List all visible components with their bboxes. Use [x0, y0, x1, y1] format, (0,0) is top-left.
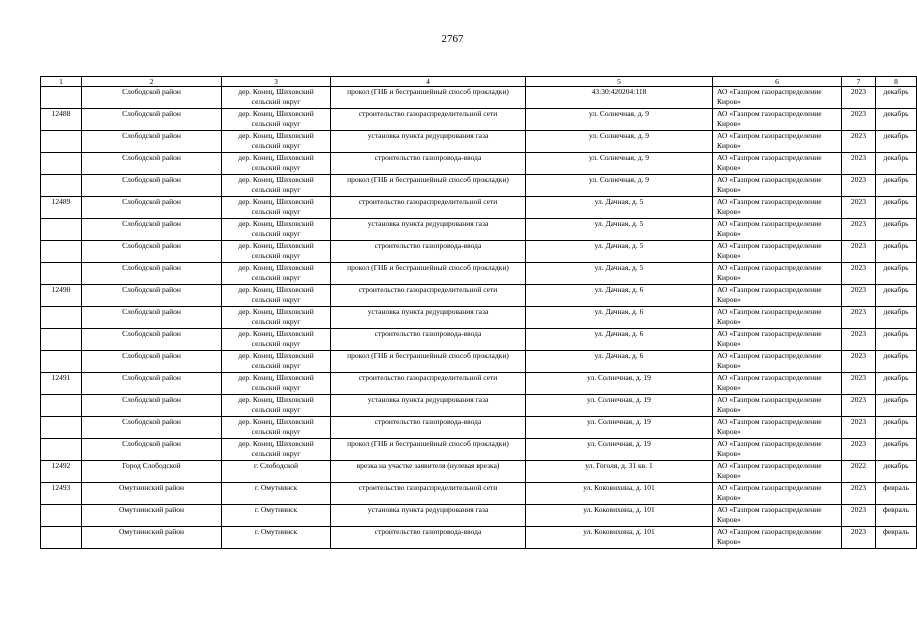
locality-line: дер. Конец, Шиховский: [238, 241, 314, 250]
cell-address: ул. Гоголя, д. 31 кв. 1: [526, 461, 713, 483]
locality-line: сельский округ: [251, 295, 301, 304]
cell-address: ул. Солнечная, д. 19: [526, 439, 713, 461]
cell-number: [41, 527, 82, 549]
locality-line: сельский округ: [251, 119, 301, 128]
cell-number: [41, 505, 82, 527]
cell-organization: АО «Газпром газораспределение Киров»: [713, 131, 842, 153]
locality-line: г. Слободской: [254, 461, 298, 470]
cell-locality: [222, 505, 331, 527]
locality-line: г. Омутнинск: [254, 505, 298, 514]
locality-line: дер. Конец, Шиховский: [238, 263, 314, 272]
locality-line: дер. Конец, Шиховский: [238, 439, 314, 448]
cell-locality: [222, 153, 331, 175]
cell-organization: АО «Газпром газораспределение Киров»: [713, 219, 842, 241]
cell-address: ул. Солнечная, д. 9: [526, 175, 713, 197]
cell-district: Слободской район: [82, 417, 222, 439]
column-header: 7: [842, 77, 876, 87]
cell-address: ул. Солнечная, д. 9: [526, 109, 713, 131]
cell-number: 12489: [41, 197, 82, 219]
cell-district: Слободской район: [82, 263, 222, 285]
locality-line: дер. Конец, Шиховский: [238, 395, 314, 404]
cell-year: 2023: [842, 109, 876, 131]
cell-month: февраль: [876, 505, 917, 527]
locality-line: сельский округ: [251, 383, 301, 392]
cell-year: 2023: [842, 197, 876, 219]
cell-address: ул. Дачная, д. 6: [526, 285, 713, 307]
cell-year: 2023: [842, 263, 876, 285]
table-row: [41, 241, 917, 263]
locality-line: г. Омутнинск: [254, 483, 298, 492]
locality-line: дер. Конец, Шиховский: [238, 285, 314, 294]
locality-line: сельский округ: [251, 251, 301, 260]
cell-district: Слободской район: [82, 241, 222, 263]
locality-line: г. Омутнинск: [254, 527, 298, 536]
cell-work-type: строительство газопровода-ввода: [331, 329, 526, 351]
locality-line: сельский округ: [251, 317, 301, 326]
cell-work-type: строительство газопровода-ввода: [331, 527, 526, 549]
cell-locality: [222, 351, 331, 373]
locality-line: сельский округ: [251, 97, 301, 106]
cell-locality: [222, 373, 331, 395]
cell-month: декабрь: [876, 329, 917, 351]
cell-year: 2023: [842, 439, 876, 461]
cell-district: Слободской район: [82, 219, 222, 241]
cell-work-type: установка пункта редуцирования газа: [331, 395, 526, 417]
cell-locality: [222, 439, 331, 461]
cell-month: декабрь: [876, 417, 917, 439]
cell-month: декабрь: [876, 109, 917, 131]
cell-number: [41, 329, 82, 351]
cell-work-type: установка пункта редуцирования газа: [331, 505, 526, 527]
cell-organization: АО «Газпром газораспределение Киров»: [713, 483, 842, 505]
cell-district: Слободской район: [82, 87, 222, 109]
cell-month: декабрь: [876, 175, 917, 197]
cell-organization: АО «Газпром газораспределение Киров»: [713, 329, 842, 351]
cell-month: декабрь: [876, 219, 917, 241]
cell-number: 12491: [41, 373, 82, 395]
cell-year: 2023: [842, 373, 876, 395]
cell-year: 2023: [842, 483, 876, 505]
cell-organization: АО «Газпром газораспределение Киров»: [713, 417, 842, 439]
cell-organization: АО «Газпром газораспределение Киров»: [713, 285, 842, 307]
cell-address: ул. Дачная, д. 6: [526, 351, 713, 373]
cell-locality: [222, 527, 331, 549]
data-table: [40, 76, 917, 549]
table-row: [41, 131, 917, 153]
cell-district: Омутнинский район: [82, 505, 222, 527]
cell-month: декабрь: [876, 241, 917, 263]
cell-work-type: строительство газораспределительной сети: [331, 109, 526, 131]
table-row: [41, 461, 917, 483]
locality-line: сельский округ: [251, 163, 301, 172]
cell-district: Слободской район: [82, 373, 222, 395]
cell-year: 2023: [842, 307, 876, 329]
cell-locality: [222, 461, 331, 483]
cell-organization: АО «Газпром газораспределение Киров»: [713, 527, 842, 549]
cell-year: 2023: [842, 219, 876, 241]
table-row: [41, 87, 917, 109]
table-row: [41, 417, 917, 439]
cell-year: 2023: [842, 87, 876, 109]
cell-locality: [222, 131, 331, 153]
locality-line: дер. Конец, Шиховский: [238, 87, 314, 96]
cell-month: декабрь: [876, 197, 917, 219]
cell-work-type: строительство газораспределительной сети: [331, 285, 526, 307]
column-header: 2: [82, 77, 222, 87]
locality-line: дер. Конец, Шиховский: [238, 351, 314, 360]
column-header: 4: [331, 77, 526, 87]
cell-month: декабрь: [876, 307, 917, 329]
locality-line: сельский округ: [251, 141, 301, 150]
cell-address: ул. Дачная, д. 6: [526, 307, 713, 329]
cell-locality: [222, 175, 331, 197]
table-row: [41, 263, 917, 285]
cell-locality: [222, 329, 331, 351]
column-header: 3: [222, 77, 331, 87]
cell-month: декабрь: [876, 395, 917, 417]
cell-number: [41, 153, 82, 175]
locality-line: сельский округ: [251, 185, 301, 194]
table-row: [41, 483, 917, 505]
cell-address: ул. Солнечная, д. 9: [526, 131, 713, 153]
cell-district: Слободской район: [82, 197, 222, 219]
cell-district: Слободской район: [82, 395, 222, 417]
column-number-row: [41, 77, 917, 87]
cell-organization: АО «Газпром газораспределение Киров»: [713, 505, 842, 527]
table-row: [41, 153, 917, 175]
cell-organization: АО «Газпром газораспределение Киров»: [713, 109, 842, 131]
cell-number: [41, 241, 82, 263]
locality-line: дер. Конец, Шиховский: [238, 373, 314, 382]
locality-line: дер. Конец, Шиховский: [238, 417, 314, 426]
cell-locality: [222, 197, 331, 219]
table-row: [41, 395, 917, 417]
column-header: 5: [526, 77, 713, 87]
cell-year: 2023: [842, 351, 876, 373]
cell-work-type: строительство газораспределительной сети: [331, 373, 526, 395]
table-row: [41, 219, 917, 241]
table-row: [41, 351, 917, 373]
cell-locality: [222, 285, 331, 307]
cell-month: декабрь: [876, 373, 917, 395]
cell-year: 2022: [842, 461, 876, 483]
locality-line: дер. Конец, Шиховский: [238, 219, 314, 228]
locality-line: сельский округ: [251, 361, 301, 370]
cell-work-type: строительство газораспределительной сети: [331, 197, 526, 219]
table-row: [41, 285, 917, 307]
locality-line: сельский округ: [251, 339, 301, 348]
cell-address: ул. Солнечная, д. 19: [526, 395, 713, 417]
column-header: 8: [876, 77, 917, 87]
cell-number: [41, 395, 82, 417]
cell-address: ул. Солнечная, д. 19: [526, 417, 713, 439]
cell-work-type: строительство газопровода-ввода: [331, 241, 526, 263]
page-number: 2767: [441, 33, 464, 45]
cell-year: 2023: [842, 153, 876, 175]
cell-number: [41, 263, 82, 285]
locality-line: сельский округ: [251, 405, 301, 414]
locality-line: дер. Конец, Шиховский: [238, 109, 314, 118]
table-row: [41, 329, 917, 351]
cell-district: Слободской район: [82, 307, 222, 329]
locality-line: дер. Конец, Шиховский: [238, 329, 314, 338]
cell-district: Омутнинский район: [82, 483, 222, 505]
cell-month: декабрь: [876, 351, 917, 373]
cell-work-type: врезка на участке заявителя (нулевая врезка): [331, 461, 526, 483]
cell-locality: [222, 219, 331, 241]
cell-address: ул. Дачная, д. 5: [526, 197, 713, 219]
cell-district: Слободской район: [82, 131, 222, 153]
cell-month: декабрь: [876, 131, 917, 153]
locality-line: дер. Конец, Шиховский: [238, 153, 314, 162]
locality-line: сельский округ: [251, 427, 301, 436]
cell-number: [41, 219, 82, 241]
cell-work-type: прокол (ГНБ и бестраншейный способ прокладки): [331, 263, 526, 285]
cell-district: Слободской район: [82, 109, 222, 131]
cell-organization: АО «Газпром газораспределение Киров»: [713, 197, 842, 219]
table-row: [41, 373, 917, 395]
cell-month: декабрь: [876, 263, 917, 285]
cell-number: 12490: [41, 285, 82, 307]
cell-work-type: установка пункта редуцирования газа: [331, 131, 526, 153]
cell-locality: [222, 483, 331, 505]
table-row: [41, 439, 917, 461]
cell-work-type: установка пункта редуцирования газа: [331, 307, 526, 329]
cell-organization: АО «Газпром газораспределение Киров»: [713, 175, 842, 197]
cell-work-type: установка пункта редуцирования газа: [331, 219, 526, 241]
cell-district: Слободской район: [82, 351, 222, 373]
cell-organization: АО «Газпром газораспределение Киров»: [713, 263, 842, 285]
cell-number: [41, 307, 82, 329]
cell-locality: [222, 307, 331, 329]
cell-month: декабрь: [876, 461, 917, 483]
cell-number: 12488: [41, 109, 82, 131]
cell-address: ул. Солнечная, д. 9: [526, 153, 713, 175]
cell-number: [41, 131, 82, 153]
locality-line: дер. Конец, Шиховский: [238, 197, 314, 206]
cell-number: [41, 439, 82, 461]
cell-address: ул. Коковихина, д. 101: [526, 483, 713, 505]
cell-work-type: прокол (ГНБ и бестраншейный способ прокладки): [331, 439, 526, 461]
cell-locality: [222, 263, 331, 285]
locality-line: дер. Конец, Шиховский: [238, 307, 314, 316]
table-row: [41, 307, 917, 329]
cell-locality: [222, 395, 331, 417]
cell-district: Город Слободской: [82, 461, 222, 483]
cell-year: 2023: [842, 175, 876, 197]
cell-address: ул. Дачная, д. 5: [526, 241, 713, 263]
cell-locality: [222, 241, 331, 263]
cell-month: декабрь: [876, 439, 917, 461]
table-row: [41, 197, 917, 219]
cell-organization: АО «Газпром газораспределение Киров»: [713, 395, 842, 417]
locality-line: дер. Конец, Шиховский: [238, 131, 314, 140]
cell-organization: АО «Газпром газораспределение Киров»: [713, 153, 842, 175]
table-row: [41, 109, 917, 131]
cell-organization: АО «Газпром газораспределение Киров»: [713, 87, 842, 109]
cell-year: 2023: [842, 505, 876, 527]
cell-work-type: прокол (ГНБ и бестраншейный способ прокладки): [331, 87, 526, 109]
cell-district: Слободской район: [82, 439, 222, 461]
cell-year: 2023: [842, 395, 876, 417]
cell-year: 2023: [842, 329, 876, 351]
cell-organization: АО «Газпром газораспределение Киров»: [713, 241, 842, 263]
cell-month: февраль: [876, 483, 917, 505]
cell-organization: АО «Газпром газораспределение Киров»: [713, 461, 842, 483]
cell-district: Слободской район: [82, 153, 222, 175]
cell-month: февраль: [876, 527, 917, 549]
cell-locality: [222, 109, 331, 131]
cell-number: 12492: [41, 461, 82, 483]
column-header: 6: [713, 77, 842, 87]
cell-month: декабрь: [876, 285, 917, 307]
cell-year: 2023: [842, 417, 876, 439]
cell-number: [41, 351, 82, 373]
cell-year: 2023: [842, 241, 876, 263]
locality-line: сельский округ: [251, 273, 301, 282]
cell-organization: АО «Газпром газораспределение Киров»: [713, 373, 842, 395]
cell-address: 43:30:420204:118: [526, 87, 713, 109]
cell-address: ул. Коковихина, д. 101: [526, 505, 713, 527]
table-row: [41, 505, 917, 527]
cell-year: 2023: [842, 527, 876, 549]
column-header: 1: [41, 77, 82, 87]
table-row: [41, 527, 917, 549]
cell-number: [41, 417, 82, 439]
cell-organization: АО «Газпром газораспределение Киров»: [713, 351, 842, 373]
cell-year: 2023: [842, 131, 876, 153]
cell-work-type: строительство газопровода-ввода: [331, 417, 526, 439]
table-row: [41, 175, 917, 197]
cell-number: [41, 87, 82, 109]
cell-month: декабрь: [876, 153, 917, 175]
cell-locality: [222, 87, 331, 109]
cell-address: ул. Дачная, д. 6: [526, 329, 713, 351]
cell-number: 12493: [41, 483, 82, 505]
locality-line: сельский округ: [251, 229, 301, 238]
cell-district: Омутнинский район: [82, 527, 222, 549]
cell-year: 2023: [842, 285, 876, 307]
cell-locality: [222, 417, 331, 439]
cell-district: Слободской район: [82, 175, 222, 197]
cell-organization: АО «Газпром газораспределение Киров»: [713, 439, 842, 461]
locality-line: сельский округ: [251, 449, 301, 458]
cell-month: декабрь: [876, 87, 917, 109]
cell-work-type: прокол (ГНБ и бестраншейный способ прокладки): [331, 175, 526, 197]
locality-line: дер. Конец, Шиховский: [238, 175, 314, 184]
cell-number: [41, 175, 82, 197]
cell-work-type: строительство газопровода-ввода: [331, 153, 526, 175]
locality-line: сельский округ: [251, 207, 301, 216]
cell-address: ул. Солнечная, д. 19: [526, 373, 713, 395]
cell-address: ул. Коковихина, д. 101: [526, 527, 713, 549]
cell-address: ул. Дачная, д. 5: [526, 263, 713, 285]
cell-work-type: строительство газораспределительной сети: [331, 483, 526, 505]
cell-district: Слободской район: [82, 329, 222, 351]
cell-address: ул. Дачная, д. 5: [526, 219, 713, 241]
cell-organization: АО «Газпром газораспределение Киров»: [713, 307, 842, 329]
cell-district: Слободской район: [82, 285, 222, 307]
cell-work-type: прокол (ГНБ и бестраншейный способ прокладки): [331, 351, 526, 373]
